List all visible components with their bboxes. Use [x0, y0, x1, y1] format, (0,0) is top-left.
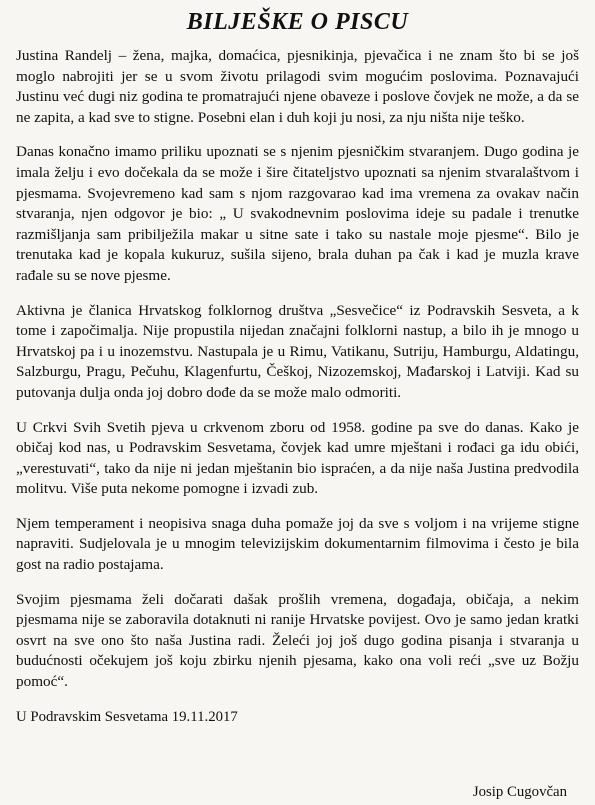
- paragraph-5: Njem temperament i neopisiva snaga duha pomaže joj da sve s voljom i na vrijeme stigne napraviti. Sudjelovala je u mnogim televizijskim dokumentarnim filmovima i često je bila gost na radio postajama.: [16, 514, 579, 574]
- paragraph-6: Svojim pjesmama želi dočarati dašak prošlih vremena, događaja, običaja, a nekim pjesmama nije se zaboravila dotaknuti ni ranije Hrvatske povijest. Ovo je samo jedan kratki osvrt na sve ono što naša Justina radi. Želeći joj još dugo godina pisanja i stvaranja u budućnosti očekujem još koju zbirku njenih pjesama, kako ona voli reći „sve uz Božju pomoć“.: [16, 590, 579, 691]
- paragraph-4: U Crkvi Svih Svetih pjeva u crkvenom zboru od 1958. godine pa sve do danas. Kako je običaj kod nas, u Podravskim Sesvetama, čovjek kad umre mještani i rođaci ga idu obići, „verestuvati“, tako da nije ni jedan mještanin bio ispraćen, a da nije naša Justina predvodila molitvu. Više puta nekome pomogne i izvadi zub.: [16, 418, 579, 498]
- paragraph-3: Aktivna je članica Hrvatskog folklornog društva „Sesvečice“ iz Podravskih Sesveta, a k tome i započimalja. Nije propustila nijedan značajni folklorni nastup, a bilo ih je mnogo u Hrvatskoj pa i u inozemstvu. Nastupala je u Rimu, Vatikanu, Sutriju, Hamburgu, Aldatingu, Salzburgu, Pragu, Pečuhu, Klagenfurtu, Češkoj, Nizozemskoj, Mađarskoj i Latviji. Kad su putovanja dulja onda joj dobro dođe da se može malo odmoriti.: [16, 301, 579, 401]
- page-title: BILJEŠKE O PISCU: [186, 9, 409, 35]
- paragraph-2: Danas konačno imamo priliku upoznati se s njenim pjesničkim stvaranjem. Dugo godina je imala želju i evo dočekala da se može i šire čitateljstvo upoznati sa njenim stvaralaštvom i pjesmama. Svojevremeno kad sam s njom razgovarao kad ima vremena za ovakav način stvaranja, njen odgovor je bio: „ U svakodnevnim poslovima ideje su padale i trenutke razmišljanja sam pribilježila makar u sitne sate i tako su nastale moje pjesme“. Bilo je trenutaka kad je kopala kukuruz, sušila sijeno, brala duhan pa čak i kad je muzla krave rađale su se nove pjesme.: [16, 143, 579, 284]
- place-date: U Podravskim Sesvetama 19.11.2017: [16, 708, 238, 725]
- paragraph-1: Justina Randelj – žena, majka, domaćica, pjesnikinja, pjevačica i ne znam što bi se još moglo nabrojiti jer se u svom životu prilagodi svim mogućim poslovima. Poznavajući Justinu već dugi niz godina te promatrajući njene obaveze i poslove čovjek ne može, a da se ne zapita, a kad sve to stigne. Posebni elan i duh koji ju nosi, za nju ništa nije teško.: [16, 47, 579, 126]
- closing-block: [16, 707, 579, 800]
- author-signature: Josip Cugovčan: [472, 784, 567, 800]
